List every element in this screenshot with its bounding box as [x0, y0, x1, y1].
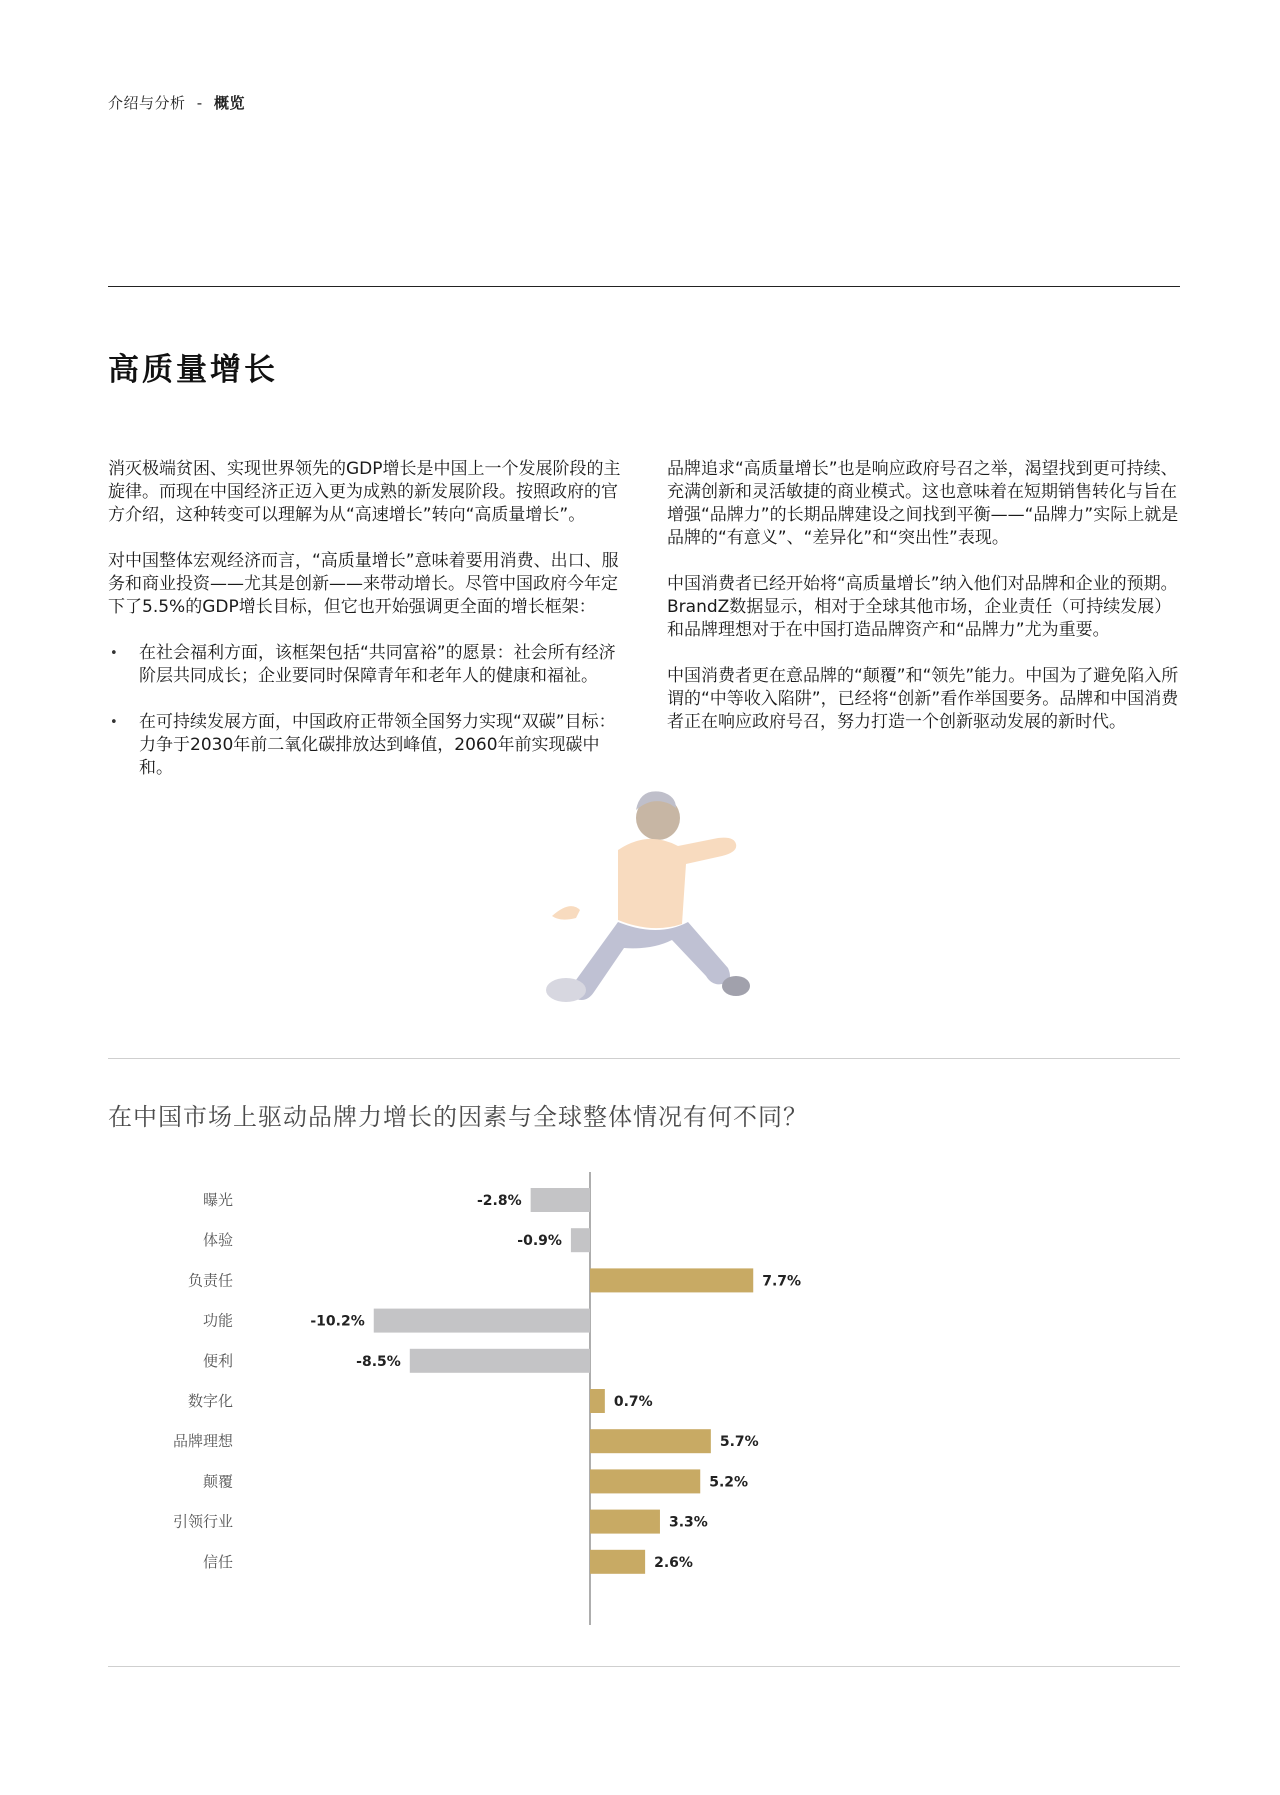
bar-1: [531, 1188, 590, 1212]
category-label: 信任: [202, 1552, 233, 1571]
value-label: 2.6%: [654, 1554, 693, 1571]
category-label: 体验: [202, 1231, 233, 1250]
right-paragraph-2: 中国消费者已经开始将“高质量增长”纳入他们对品牌和企业的预期。BrandZ数据显示，相对于全球其他市场，企业责任（可持续发展）和品牌理想对于在中国打造品牌资产和“品牌力”尤为重要。: [667, 574, 1178, 640]
category-label: 引领行业: [172, 1512, 233, 1531]
right-paragraph-1: 品牌追求“高质量增长”也是响应政府号召之举，渴望找到更可持续、充满创新和灵活敏捷的商业模式。这也意味着在短期销售转化与旨在增强“品牌力”的长期品牌建设之间找到平衡——“品牌力”实际上就是品牌的“有意义”、“差异化”和“突出性”表现。: [667, 459, 1179, 548]
person-shoe: [722, 976, 750, 996]
running-person-illustration: [540, 790, 770, 1010]
chart-bottom-divider: [108, 1666, 1180, 1667]
bar-3: [590, 1268, 753, 1292]
chart-top-divider: [108, 1058, 1180, 1059]
bullet-item: • 在可持续发展方面，中国政府正带领全国努力实现“双碳”目标：力争于2030年前二氧化碳排放达到峰值，2060年前实现碳中和。: [108, 711, 628, 780]
bar-6: [590, 1389, 605, 1413]
top-divider: [108, 286, 1180, 287]
value-label: -8.5%: [356, 1353, 401, 1370]
right-paragraph-3: 中国消费者更在意品牌的“颠覆”和“领先”能力。中国为了避免陷入所谓的“中等收入陷阱”，已经将“创新”看作举国要务。品牌和中国消费者正在响应政府号召，努力打造一个创新驱动发展的新时代。: [667, 666, 1179, 732]
chart-title: 在中国市场上驱动品牌力增长的因素与全球整体情况有何不同？: [108, 1103, 808, 1131]
category-label: 负责任: [187, 1271, 233, 1290]
value-label: 5.7%: [719, 1434, 759, 1451]
value-label: -2.8%: [476, 1193, 522, 1209]
person-shoe: [546, 978, 586, 1002]
bar-5: [410, 1349, 590, 1373]
breadcrumb: [108, 92, 245, 113]
bar-2: [571, 1228, 590, 1252]
value-label: 0.7%: [613, 1394, 653, 1410]
bar-9: [590, 1510, 660, 1534]
category-label: 数字化: [187, 1392, 233, 1410]
left-column: [108, 458, 628, 803]
value-label: 5.2%: [709, 1474, 749, 1491]
category-label: 曝光: [202, 1191, 233, 1209]
category-label: 颠覆: [202, 1472, 233, 1491]
value-label: -10.2%: [310, 1313, 365, 1330]
person-arm: [552, 906, 580, 919]
value-label: -0.9%: [517, 1233, 562, 1250]
value-label: 3.3%: [668, 1514, 708, 1531]
bar-chart: [0, 1160, 1280, 1630]
bar-4: [374, 1309, 590, 1333]
bar-8: [590, 1469, 700, 1493]
left-paragraph-2: 对中国整体宏观经济而言，“高质量增长”意味着要用消费、出口、服务和商业投资——尤其是创新——来带动增长。尽管中国政府今年定下了5.5%的GDP增长目标，但它也开始强调更全面的增长框架：: [108, 551, 619, 617]
category-label: 便利: [202, 1351, 233, 1370]
person-legs: [570, 922, 730, 1000]
bar-10: [590, 1550, 645, 1574]
breadcrumb-separator: -: [196, 94, 203, 112]
page-title: 高质量增长: [108, 352, 278, 388]
breadcrumb-current: 概览: [214, 94, 246, 112]
right-column: [667, 458, 1187, 757]
bullet-item: • 在社会福利方面，该框架包括“共同富裕”的愿景：社会所有经济阶层共同成长；企业要同时保障青年和老年人的健康和福祉。: [108, 642, 628, 688]
bullet-list: [108, 642, 628, 780]
breadcrumb-section[interactable]: 介绍与分析: [108, 94, 186, 112]
category-label: 功能: [202, 1311, 233, 1330]
person-shirt: [618, 838, 736, 929]
left-paragraph-1: 消灭极端贫困、实现世界领先的GDP增长是中国上一个发展阶段的主旋律。而现在中国经济正迈入更为成熟的新发展阶段。按照政府的官方介绍，这种转变可以理解为从“高速增长”转向“高质量增长”。: [108, 459, 621, 525]
bar-7: [590, 1429, 711, 1453]
category-label: 品牌理想: [172, 1432, 233, 1451]
value-label: 7.7%: [762, 1273, 802, 1290]
